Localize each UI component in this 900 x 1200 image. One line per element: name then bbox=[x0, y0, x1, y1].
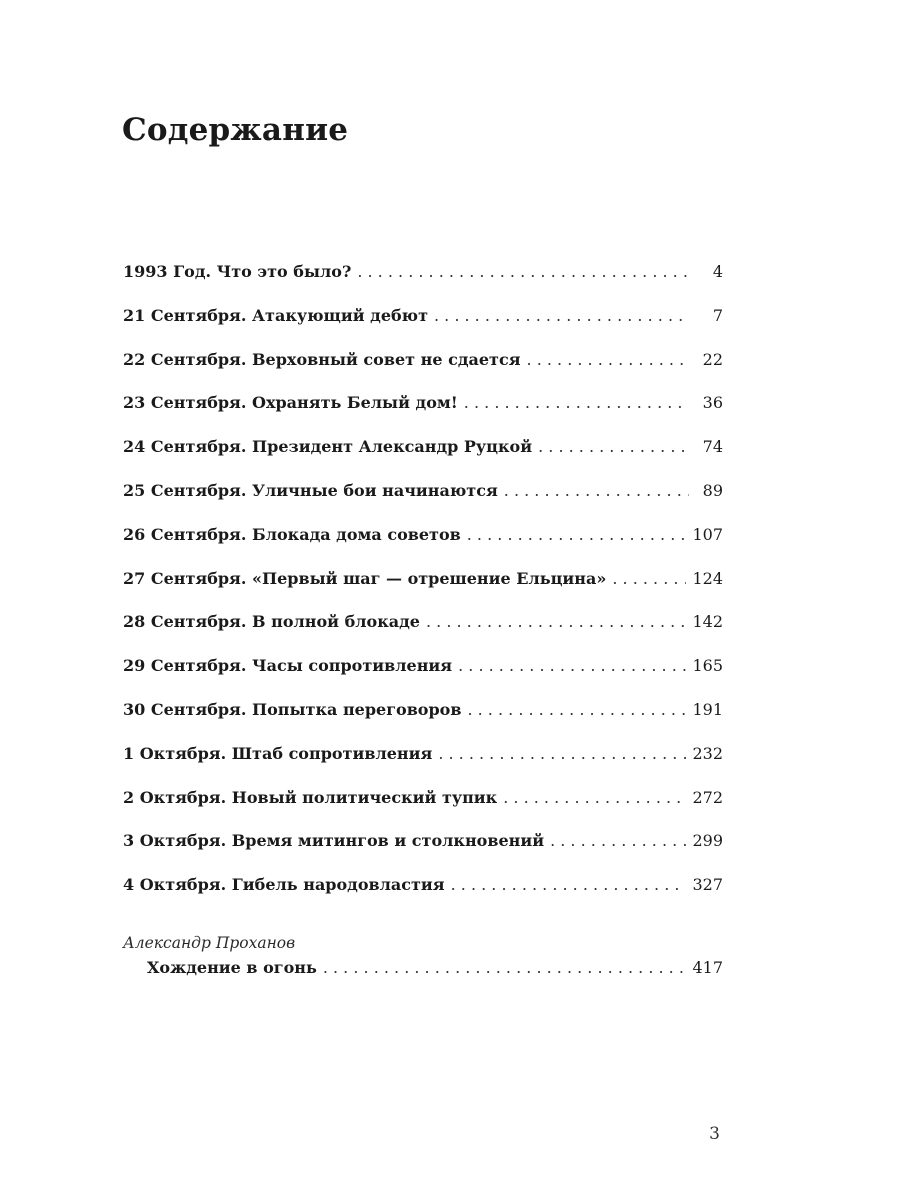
toc-entry bbox=[123, 437, 723, 481]
toc-entry-page: 272 bbox=[692, 787, 723, 807]
toc-entry bbox=[123, 481, 723, 525]
toc-entry bbox=[123, 875, 723, 919]
page-number: 3 bbox=[709, 1124, 720, 1144]
dot-leader bbox=[612, 569, 686, 588]
toc-entry-title: 29 Сентября. Часы сопротивления bbox=[123, 656, 453, 676]
toc-entry-page: 36 bbox=[702, 393, 723, 413]
page-title: Содержание bbox=[122, 112, 349, 148]
toc-entry-title: 30 Сентября. Попытка переговоров bbox=[123, 699, 462, 719]
dot-leader bbox=[357, 262, 689, 281]
toc-entry-page: 299 bbox=[692, 831, 723, 851]
toc-entry-title: 26 Сентября. Блокада дома советов bbox=[123, 524, 461, 544]
toc-entry-title: 21 Сентября. Атакующий дебют bbox=[123, 305, 428, 325]
toc-entry-page: 89 bbox=[702, 480, 723, 500]
toc-entry bbox=[123, 393, 723, 437]
toc-entry-title: 23 Сентября. Охранять Белый дом! bbox=[123, 393, 458, 413]
toc-entry bbox=[123, 656, 723, 700]
appendix-author: Александр Проханов bbox=[123, 934, 296, 952]
toc-entry-title: 1993 Год. Что это было? bbox=[123, 262, 352, 281]
toc-entry-page: 142 bbox=[692, 612, 723, 632]
dot-leader bbox=[504, 481, 689, 500]
toc-entry-page: 74 bbox=[702, 437, 723, 457]
dot-leader bbox=[503, 788, 686, 807]
toc-entry-page: 191 bbox=[692, 699, 723, 719]
toc-entry bbox=[123, 262, 723, 306]
toc-entry bbox=[123, 612, 723, 656]
toc-entry-page: 124 bbox=[692, 568, 723, 588]
toc-entry bbox=[123, 744, 723, 788]
toc-entry-page: 232 bbox=[692, 743, 723, 763]
dot-leader bbox=[527, 350, 689, 369]
dot-leader bbox=[467, 700, 686, 719]
toc-entry-title: 28 Сентября. В полной блокаде bbox=[123, 612, 420, 632]
toc-entry-page: 22 bbox=[702, 349, 723, 369]
toc-entry-page: 165 bbox=[692, 656, 723, 676]
toc-entry-title: 3 Октября. Время митингов и столкновений bbox=[123, 831, 545, 851]
dot-leader bbox=[451, 875, 687, 894]
dot-leader bbox=[464, 393, 689, 412]
toc-entry-page: 107 bbox=[692, 524, 723, 544]
appendix-title: Хождение в огонь bbox=[147, 958, 317, 977]
dot-leader bbox=[538, 437, 689, 456]
appendix-entry bbox=[147, 958, 723, 977]
toc-entry bbox=[123, 350, 723, 394]
toc-entry bbox=[123, 525, 723, 569]
toc-entry bbox=[123, 700, 723, 744]
toc-entry-title: 1 Октября. Штаб сопротивления bbox=[123, 743, 433, 763]
table-of-contents bbox=[123, 262, 723, 919]
toc-entry-title: 25 Сентября. Уличные бои начинаются bbox=[123, 480, 498, 500]
dot-leader bbox=[467, 525, 687, 544]
toc-entry-title: 2 Октября. Новый политический тупик bbox=[123, 787, 498, 807]
dot-leader bbox=[426, 612, 686, 631]
toc-entry-page: 327 bbox=[692, 875, 723, 895]
toc-entry-title: 22 Сентября. Верховный совет не сдается bbox=[123, 349, 521, 369]
toc-entry bbox=[123, 788, 723, 832]
toc-entry bbox=[123, 569, 723, 613]
dot-leader bbox=[458, 656, 686, 675]
toc-entry-title: 4 Октября. Гибель народовластия bbox=[123, 875, 445, 895]
dot-leader bbox=[323, 958, 687, 977]
dot-leader bbox=[438, 744, 686, 763]
dot-leader bbox=[550, 831, 686, 850]
toc-entry-title: 24 Сентября. Президент Александр Руцкой bbox=[123, 437, 533, 457]
toc-entry bbox=[123, 831, 723, 875]
toc-entry-page: 7 bbox=[712, 305, 723, 325]
toc-entry-page: 4 bbox=[712, 262, 723, 281]
toc-entry bbox=[123, 306, 723, 350]
dot-leader bbox=[434, 306, 689, 325]
appendix-page: 417 bbox=[692, 958, 723, 977]
toc-entry-title: 27 Сентября. «Первый шаг — отрешение Ельцина» bbox=[123, 568, 607, 588]
